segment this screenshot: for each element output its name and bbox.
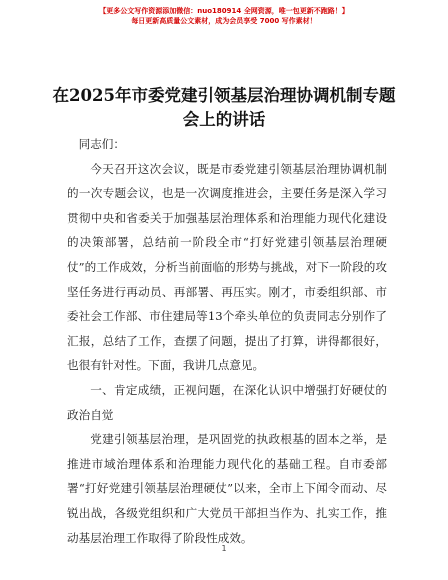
section-heading-1: 一、肯定成绩，正视问题，在深化认识中增强打好硬仗的政治自觉 xyxy=(67,382,387,422)
document-title xyxy=(40,84,408,132)
document-body xyxy=(67,132,387,550)
paragraph-section-1: 党建引领基层治理，是巩固党的执政根基的固本之举，是推进市域治理体系和治理能力现代化的基础工程。自市委部署“打好党建引领基层治理硬仗”以来，全市上下闻令而动、尽锐出战，各级党组织和广大党员干部担当作为、扎实工作，推动基层治理工作取得了阶段性成效。 xyxy=(67,432,387,545)
document-title-line2: 会上的讲话 xyxy=(182,110,266,129)
page-number: 1 xyxy=(221,544,227,553)
promo-banner xyxy=(0,6,448,26)
document-title-line1: 在2025年市委党建引领基层治理协调机制专题 xyxy=(52,86,396,105)
promo-banner-line1: 【更多公文写作资源添加微信：nuo180914 全网资源，唯一包更新不跑路！】 xyxy=(99,7,349,15)
salutation: 同志们： xyxy=(78,137,125,151)
promo-banner-line2: 每日更新高质量公文素材，成为会员享受 7000 写作素材！ xyxy=(131,17,317,25)
paragraph-intro: 今天召开这次会议，既是市委党建引领基层治理协调机制的一次专题会议，也是一次调度推进会，主要任务是深入学习贯彻中央和省委关于加强基层治理体系和治理能力现代化建设的决策部署，总结前一阶段全市“打好党建引领基层治理硬仗”的工作成效，分析当前面临的形势与挑战，对下一阶段的攻坚任务进行再动员、再部署、再压实。刚才，市委组织部、市委社会工作部、市住建局等13个牵头单位的负责同志分别作了汇报，总结了工作，查摆了问题，提出了打算，讲得都很好，也很有针对性。下面，我讲几点意见。 xyxy=(67,161,387,373)
